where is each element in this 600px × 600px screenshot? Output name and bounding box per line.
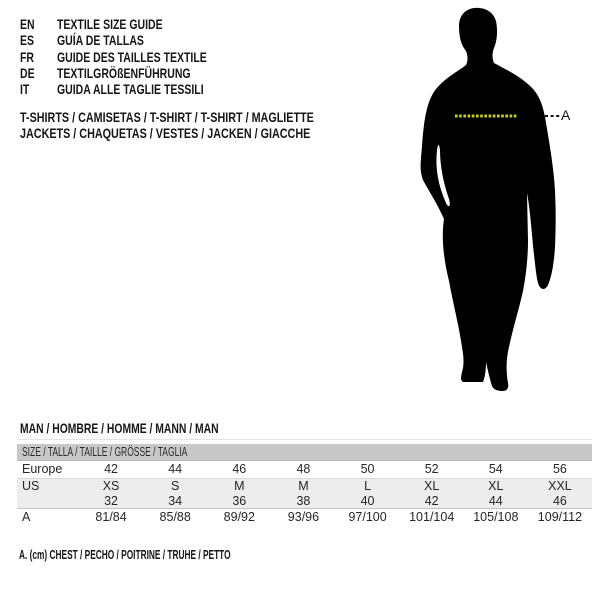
language-label: GUÍA DE TALLAS: [57, 32, 144, 49]
language-label: TEXTILGRÖßENFÜHRUNG: [57, 64, 191, 81]
language-code: [20, 81, 57, 97]
table-cell: 46: [232, 462, 247, 476]
table-cell: 105/108: [473, 510, 519, 524]
table-cell: S: [171, 479, 180, 493]
table-row-label: Europe: [22, 462, 63, 476]
section-title-label: MAN / HOMBRE / HOMME / MANN / MAN: [20, 420, 219, 436]
table-cell: 42: [104, 462, 119, 476]
table-cell: 56: [552, 462, 567, 476]
table-cell: 81/84: [95, 510, 127, 524]
table-row: [17, 494, 592, 509]
table-cell: 85/88: [159, 510, 191, 524]
language-label: GUIDA ALLE TAGLIE TESSILI: [57, 81, 204, 98]
section-title: [20, 420, 288, 436]
table-cell: 89/92: [223, 510, 255, 524]
language-row: [20, 49, 257, 65]
language-label: TEXTILE SIZE GUIDE: [57, 16, 163, 32]
table-cell: 93/96: [287, 510, 320, 524]
category-tshirts: [20, 109, 402, 125]
category-tshirts-label: T-SHIRTS / CAMISETAS / T-SHIRT / T-SHIRT / MAGLIETTE: [20, 109, 314, 125]
language-code: [20, 49, 57, 65]
category-headings: [20, 109, 402, 141]
table-cell: 36: [232, 494, 247, 508]
language-row: [20, 81, 257, 97]
table-cell: XXL: [548, 479, 572, 493]
table-cell: 50: [360, 462, 375, 476]
table-row-label: [17, 494, 79, 509]
table-cell: 48: [296, 462, 311, 476]
table-cell: 54: [488, 462, 503, 476]
language-list: [20, 16, 257, 97]
category-jackets-label: JACKETS / CHAQUETAS / VESTES / JACKEN / GIACCHE: [20, 125, 311, 142]
measurement-footnote: [19, 547, 350, 563]
man-silhouette-svg: [390, 0, 600, 396]
category-jackets: [20, 125, 402, 141]
table-row: [17, 509, 592, 527]
table-cell: 52: [424, 462, 439, 476]
size-table-header: [17, 444, 592, 461]
language-code-text: DE: [20, 64, 35, 81]
table-cell: 109/112: [537, 510, 583, 524]
table-cell: 97/100: [348, 510, 387, 524]
table-cell: 34: [168, 494, 183, 508]
table-cell: XL: [424, 479, 440, 493]
table-cell: M: [298, 479, 309, 493]
man-silhouette-path: [421, 8, 556, 391]
measure-label-a: A: [561, 107, 571, 123]
size-table: [17, 444, 592, 527]
measurement-footnote-label: A. (cm) CHEST / PECHO / POITRINE / TRUHE / PETTO: [19, 547, 231, 562]
language-code: [20, 16, 57, 32]
size-table-header-label: SIZE / TALLA / TAILLE / GRÖSSE / TAGLIA: [22, 445, 188, 459]
language-code: [20, 65, 57, 81]
table-row-label: US: [22, 479, 40, 493]
man-silhouette-figure: [390, 0, 600, 396]
language-row: [20, 16, 257, 32]
language-code-text: FR: [20, 48, 35, 65]
table-top-divider: [17, 439, 592, 440]
language-code-text: EN: [20, 16, 35, 32]
language-row: [20, 65, 257, 81]
size-table-body: [17, 461, 592, 527]
table-row-label: A: [22, 510, 31, 524]
table-cell: 44: [168, 462, 183, 476]
table-cell: 42: [424, 494, 439, 508]
table-row: [17, 479, 592, 494]
table-cell: 44: [488, 494, 503, 508]
language-code: [20, 32, 57, 48]
language-row: [20, 32, 257, 48]
table-cell: 46: [552, 494, 567, 508]
table-cell: 40: [360, 494, 375, 508]
table-cell: 101/104: [409, 510, 455, 524]
table-cell: 32: [104, 494, 119, 508]
table-row: [17, 461, 592, 479]
language-label: GUIDE DES TAILLES TEXTILE: [57, 48, 207, 65]
language-code-text: IT: [20, 81, 30, 98]
table-cell: XS: [102, 479, 120, 493]
table-cell: 38: [296, 494, 311, 508]
table-cell: XL: [488, 479, 504, 493]
table-cell: M: [234, 479, 245, 493]
table-cell: L: [364, 479, 372, 493]
language-code-text: ES: [20, 32, 35, 49]
